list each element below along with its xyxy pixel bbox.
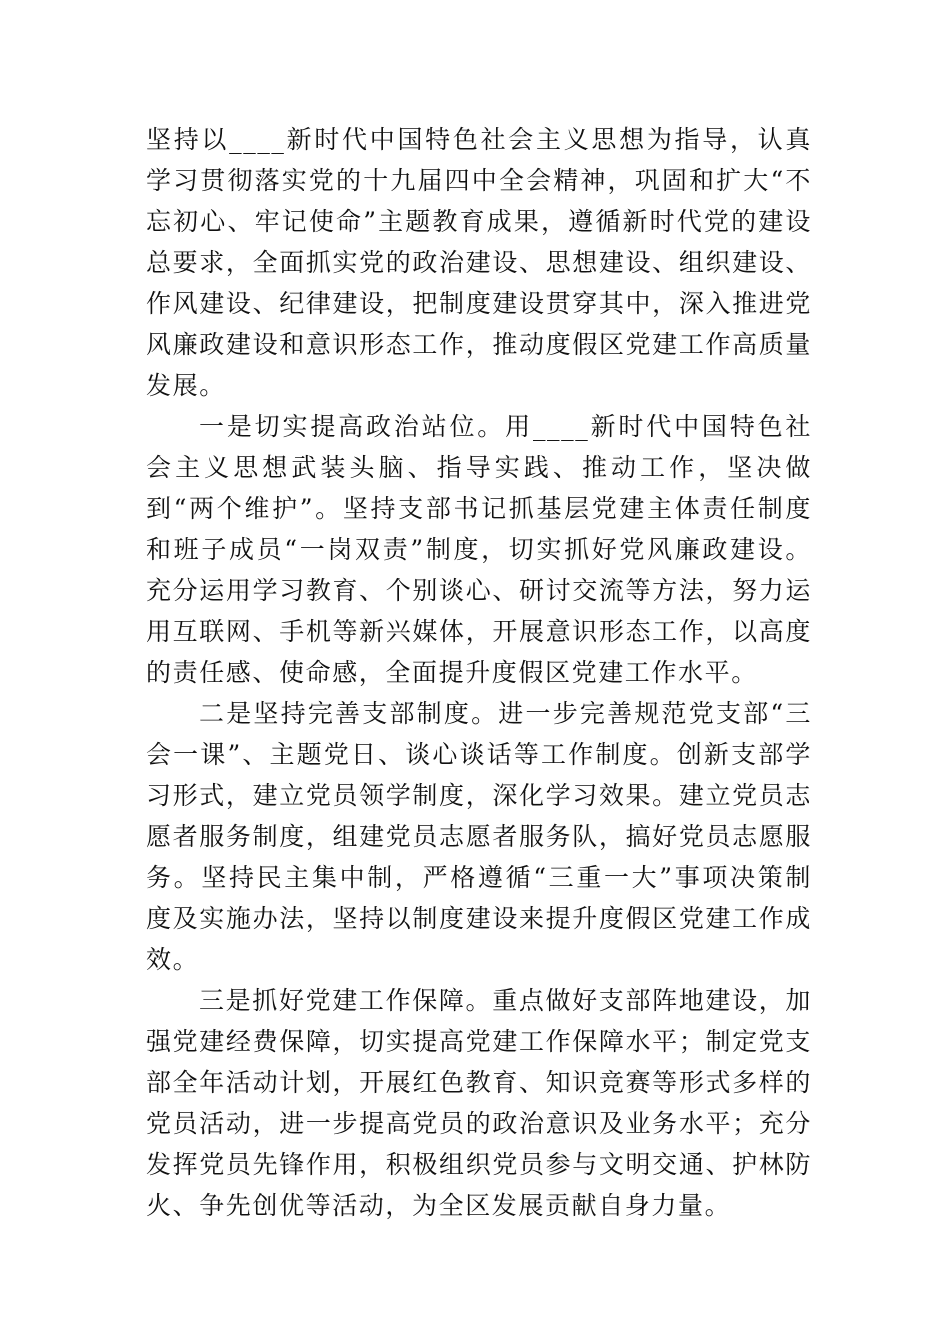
paragraph-intro: 坚持以____新时代中国特色社会主义思想为指导，认真学习贯彻落实党的十九届四中全会精神，巩固和扩大“不忘初心、牢记使命”主题教育成果，遵循新时代党的建设总要求，全面抓实党的政治建设、思想建设、组织建设、作风建设、纪律建设，把制度建设贯穿其中，深入推进党风廉政建设和意识形态工作，推动度假区党建工作高质量发展。: [146, 125, 812, 400]
paragraph-work-guarantee: 三是抓好党建工作保障。重点做好支部阵地建设，加强党建经费保障，切实提高党建工作保障水平；制定党支部全年活动计划，开展红色教育、知识竞赛等形式多样的党员活动，进一步提高党员的政治意识及业务水平；充分发挥党员先锋作用，积极组织党员参与文明交通、护林防火、争先创优等活动，为全区发展贡献自身力量。: [146, 986, 812, 1220]
paragraph-branch-system: 二是坚持完善支部制度。进一步完善规范党支部“三会一课”、主题党日、谈心谈话等工作制度。创新支部学习形式，建立党员领学制度，深化学习效果。建立党员志愿者服务制度，组建党员志愿者服务队，搞好党员志愿服务。坚持民主集中制，严格遵循“三重一大”事项决策制度及实施办法，坚持以制度建设来提升度假区党建工作成效。: [146, 699, 812, 974]
document-body: [146, 119, 812, 1226]
paragraph-political-stance: 一是切实提高政治站位。用____新时代中国特色社会主义思想武装头脑、指导实践、推动工作，坚决做到“两个维护”。坚持支部书记抓基层党建主体责任制度和班子成员“一岗双责”制度，切实抓好党风廉政建设。充分运用学习教育、个别谈心、研讨交流等方法，努力运用互联网、手机等新兴媒体，开展意识形态工作，以高度的责任感、使命感，全面提升度假区党建工作水平。: [146, 412, 812, 687]
